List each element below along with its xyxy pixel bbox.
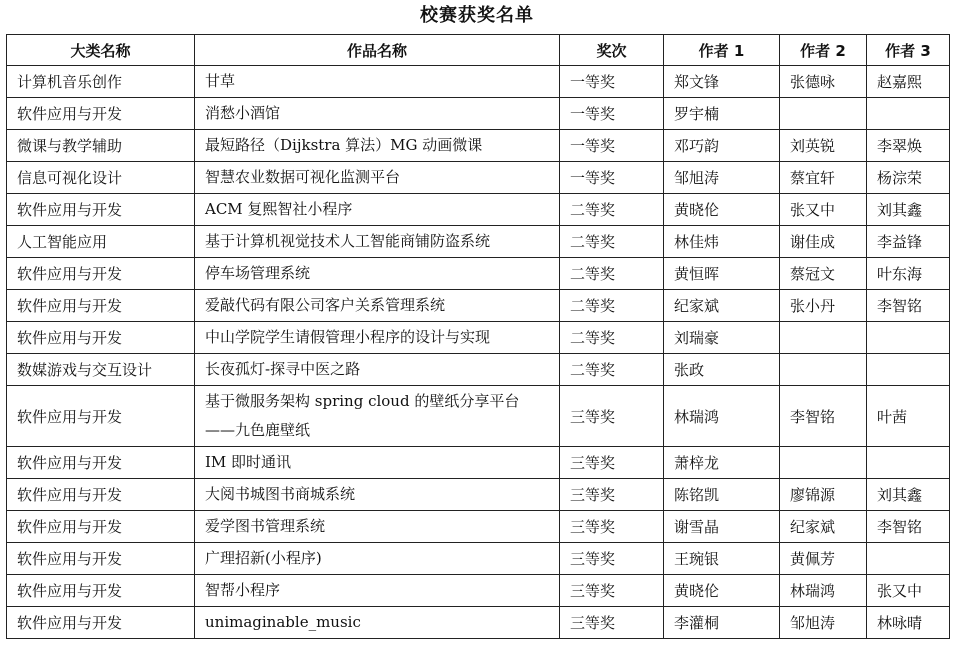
author1-cell: 纪家斌 xyxy=(664,290,780,322)
table-row xyxy=(7,447,950,479)
author1-cell: 郑文锋 xyxy=(664,66,780,98)
table-row xyxy=(7,258,950,290)
page-title: 校赛获奖名单 xyxy=(420,5,534,26)
author1-cell: 黄恒晖 xyxy=(664,258,780,290)
award-cell: 三等奖 xyxy=(560,575,664,607)
author3-cell: 李益锋 xyxy=(867,226,950,258)
award-cell: 二等奖 xyxy=(560,258,664,290)
author3-cell xyxy=(867,543,950,575)
category-cell: 软件应用与开发 xyxy=(7,98,195,130)
category-cell: 软件应用与开发 xyxy=(7,511,195,543)
author2-cell: 李智铭 xyxy=(780,386,867,447)
table-row xyxy=(7,575,950,607)
author1-cell: 刘瑞豪 xyxy=(664,322,780,354)
column-header-award: 奖次 xyxy=(560,35,664,66)
author2-cell xyxy=(780,98,867,130)
author2-cell: 邹旭涛 xyxy=(780,607,867,639)
author1-cell: 林瑞鸿 xyxy=(664,386,780,447)
author2-cell xyxy=(780,322,867,354)
author2-cell: 黄佩芳 xyxy=(780,543,867,575)
award-cell: 三等奖 xyxy=(560,386,664,447)
work-cell: 智慧农业数据可视化监测平台 xyxy=(195,162,560,194)
author3-cell xyxy=(867,447,950,479)
award-cell: 一等奖 xyxy=(560,162,664,194)
author1-cell: 邹旭涛 xyxy=(664,162,780,194)
table-row xyxy=(7,479,950,511)
author2-cell: 纪家斌 xyxy=(780,511,867,543)
author2-cell: 张小丹 xyxy=(780,290,867,322)
author2-cell: 廖锦源 xyxy=(780,479,867,511)
category-cell: 信息可视化设计 xyxy=(7,162,195,194)
work-cell: 大阅书城图书商城系统 xyxy=(195,479,560,511)
work-cell: 中山学院学生请假管理小程序的设计与实现 xyxy=(195,322,560,354)
work-cell: 智帮小程序 xyxy=(195,575,560,607)
author1-cell: 萧梓龙 xyxy=(664,447,780,479)
author2-cell: 林瑞鸿 xyxy=(780,575,867,607)
author2-cell xyxy=(780,447,867,479)
author1-cell: 张政 xyxy=(664,354,780,386)
work-cell: 广理招新(小程序) xyxy=(195,543,560,575)
table-row xyxy=(7,226,950,258)
category-cell: 软件应用与开发 xyxy=(7,447,195,479)
author2-cell: 张又中 xyxy=(780,194,867,226)
work-cell: 停车场管理系统 xyxy=(195,258,560,290)
table-row xyxy=(7,354,950,386)
category-cell: 软件应用与开发 xyxy=(7,386,195,447)
table-row xyxy=(7,98,950,130)
author2-cell: 张德咏 xyxy=(780,66,867,98)
table-row xyxy=(7,290,950,322)
author3-cell: 张又中 xyxy=(867,575,950,607)
work-cell: 爱敲代码有限公司客户关系管理系统 xyxy=(195,290,560,322)
award-cell: 二等奖 xyxy=(560,354,664,386)
author1-cell: 林佳炜 xyxy=(664,226,780,258)
author2-cell: 蔡冠文 xyxy=(780,258,867,290)
award-cell: 一等奖 xyxy=(560,66,664,98)
category-cell: 软件应用与开发 xyxy=(7,607,195,639)
author1-cell: 李灌桐 xyxy=(664,607,780,639)
author1-cell: 黄晓伦 xyxy=(664,194,780,226)
table-row xyxy=(7,130,950,162)
author1-cell: 谢雪晶 xyxy=(664,511,780,543)
author3-cell: 杨淙荣 xyxy=(867,162,950,194)
table-row xyxy=(7,194,950,226)
table-header-row xyxy=(7,35,950,66)
column-header-author1: 作者 1 xyxy=(664,35,780,66)
work-cell: 长夜孤灯-探寻中医之路 xyxy=(195,354,560,386)
author3-cell xyxy=(867,322,950,354)
category-cell: 人工智能应用 xyxy=(7,226,195,258)
work-cell: 消愁小酒馆 xyxy=(195,98,560,130)
author3-cell: 林咏晴 xyxy=(867,607,950,639)
author1-cell: 邓巧韵 xyxy=(664,130,780,162)
table-row xyxy=(7,511,950,543)
column-header-work: 作品名称 xyxy=(195,35,560,66)
column-header-author3: 作者 3 xyxy=(867,35,950,66)
author3-cell: 李智铭 xyxy=(867,511,950,543)
author1-cell: 陈铭凯 xyxy=(664,479,780,511)
author2-cell: 刘英锐 xyxy=(780,130,867,162)
author3-cell: 赵嘉熙 xyxy=(867,66,950,98)
table-row xyxy=(7,162,950,194)
award-cell: 二等奖 xyxy=(560,322,664,354)
author3-cell: 李智铭 xyxy=(867,290,950,322)
author3-cell: 叶东海 xyxy=(867,258,950,290)
award-cell: 三等奖 xyxy=(560,447,664,479)
award-cell: 一等奖 xyxy=(560,98,664,130)
category-cell: 计算机音乐创作 xyxy=(7,66,195,98)
category-cell: 软件应用与开发 xyxy=(7,543,195,575)
category-cell: 数媒游戏与交互设计 xyxy=(7,354,195,386)
table-row xyxy=(7,386,950,447)
work-cell: 基于计算机视觉技术人工智能商铺防盗系统 xyxy=(195,226,560,258)
award-cell: 一等奖 xyxy=(560,130,664,162)
category-cell: 软件应用与开发 xyxy=(7,479,195,511)
award-cell: 二等奖 xyxy=(560,226,664,258)
work-cell: 基于微服务架构 spring cloud 的壁纸分享平台——九色鹿壁纸 xyxy=(195,386,560,447)
author3-cell xyxy=(867,354,950,386)
award-cell: 三等奖 xyxy=(560,543,664,575)
author1-cell: 罗宇楠 xyxy=(664,98,780,130)
category-cell: 软件应用与开发 xyxy=(7,194,195,226)
author2-cell: 谢佳成 xyxy=(780,226,867,258)
author1-cell: 王琬银 xyxy=(664,543,780,575)
author2-cell xyxy=(780,354,867,386)
awards-table xyxy=(6,34,950,639)
work-cell: ACM 复熙智社小程序 xyxy=(195,194,560,226)
award-cell: 三等奖 xyxy=(560,607,664,639)
work-cell: 最短路径（Dijkstra 算法）MG 动画微课 xyxy=(195,130,560,162)
author1-cell: 黄晓伦 xyxy=(664,575,780,607)
work-cell: 甘草 xyxy=(195,66,560,98)
author2-cell: 蔡宜轩 xyxy=(780,162,867,194)
category-cell: 软件应用与开发 xyxy=(7,290,195,322)
column-header-category: 大类名称 xyxy=(7,35,195,66)
category-cell: 软件应用与开发 xyxy=(7,575,195,607)
award-cell: 二等奖 xyxy=(560,194,664,226)
table-row xyxy=(7,543,950,575)
table-row xyxy=(7,607,950,639)
award-cell: 三等奖 xyxy=(560,511,664,543)
author3-cell: 刘其鑫 xyxy=(867,479,950,511)
author3-cell xyxy=(867,98,950,130)
author3-cell: 叶茜 xyxy=(867,386,950,447)
category-cell: 软件应用与开发 xyxy=(7,258,195,290)
award-cell: 三等奖 xyxy=(560,479,664,511)
column-header-author2: 作者 2 xyxy=(780,35,867,66)
work-cell: 爱学图书管理系统 xyxy=(195,511,560,543)
work-cell: unimaginable_music xyxy=(195,607,560,639)
award-cell: 二等奖 xyxy=(560,290,664,322)
work-cell: IM 即时通讯 xyxy=(195,447,560,479)
author3-cell: 刘其鑫 xyxy=(867,194,950,226)
author3-cell: 李翠焕 xyxy=(867,130,950,162)
category-cell: 软件应用与开发 xyxy=(7,322,195,354)
table-row xyxy=(7,322,950,354)
category-cell: 微课与教学辅助 xyxy=(7,130,195,162)
table-row xyxy=(7,66,950,98)
